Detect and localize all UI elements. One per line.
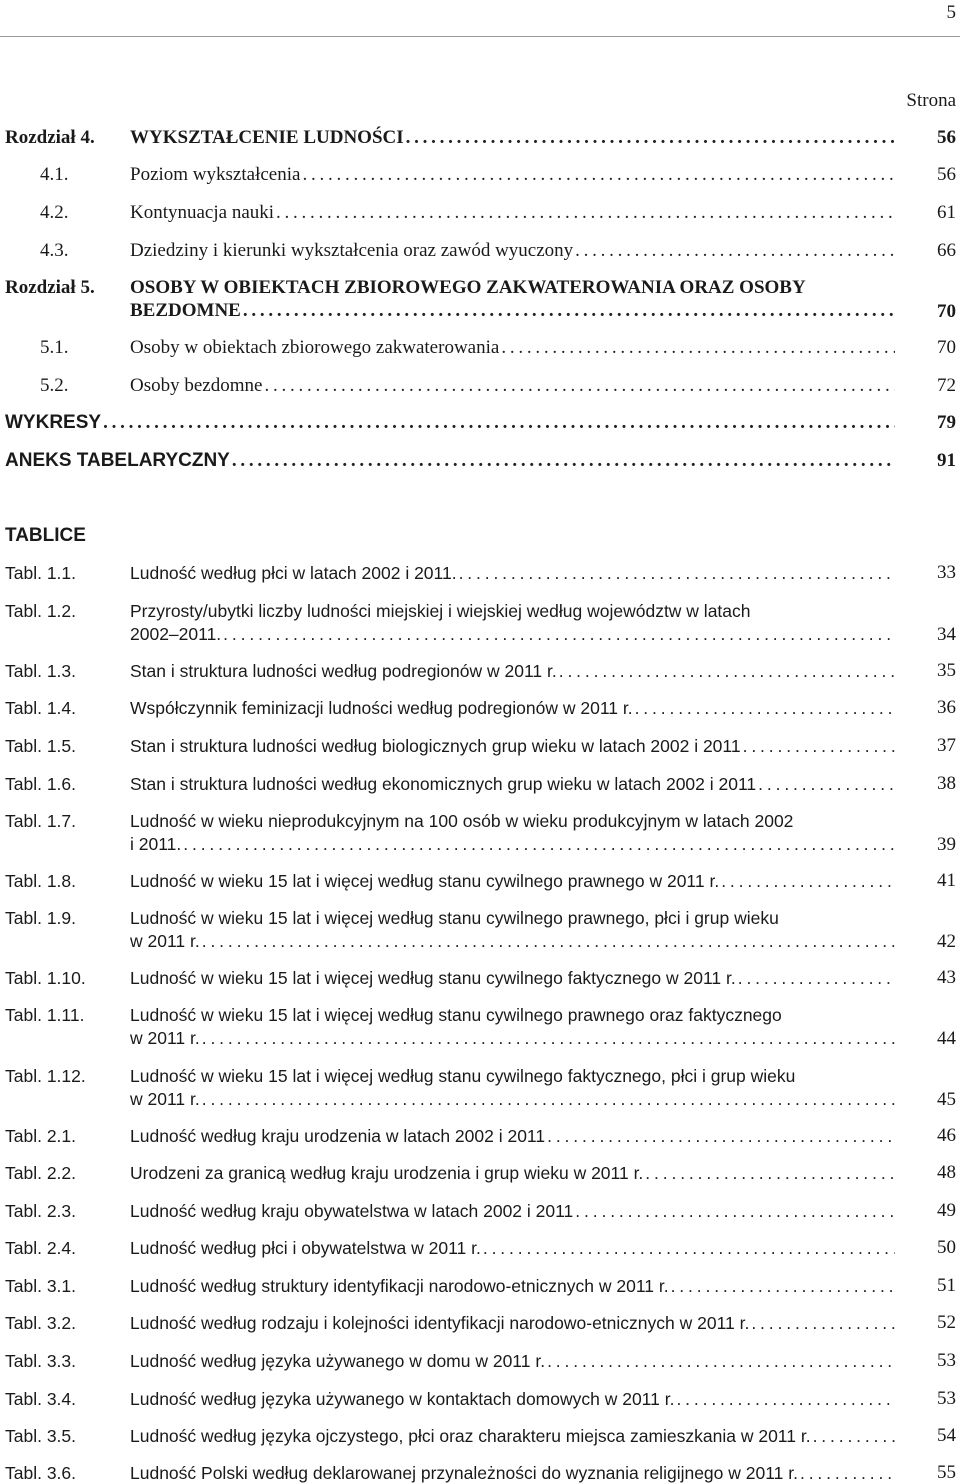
table-entry[interactable] (0, 1275, 960, 1297)
table-entry[interactable] (0, 660, 960, 682)
entry-title-line: Przyrosty/ubytki liczby ludności miejskiej i wiejskiej według województw w latach (130, 601, 751, 621)
entry-title (130, 164, 895, 186)
entry-number: 4.3. (40, 240, 69, 261)
entry-number: 4.1. (40, 164, 69, 185)
entry-title-line: Ludność w wieku 15 lat i więcej według stanu cywilnego prawnego oraz faktycznego (130, 1005, 782, 1025)
entry-page-number: 53 (937, 1350, 956, 1371)
dot-leader (481, 1237, 895, 1259)
entry-title-line: Stan i struktura ludności według biologicznych grup wieku w latach 2002 i 2011 (130, 736, 741, 756)
entry-title-line: Ludność w wieku 15 lat i więcej według stanu cywilnego faktycznego, płci i grup wieku (130, 1066, 796, 1086)
entry-page-number: 48 (937, 1162, 956, 1183)
entry-number: Tabl. 1.1. (5, 563, 77, 583)
chapter-entry[interactable] (0, 127, 960, 149)
entry-page-number: 41 (937, 870, 956, 891)
entry-title (130, 697, 895, 719)
entry-page-number: 34 (937, 624, 956, 645)
entry-number: Tabl. 1.3. (5, 661, 77, 681)
table-entry[interactable] (0, 1200, 960, 1222)
entry-page-number: 56 (937, 164, 956, 185)
entry-number: Tabl. 3.3. (5, 1351, 77, 1371)
entry-title-line: w 2011 r. (130, 1028, 200, 1048)
entry-title (130, 1275, 895, 1297)
entry-title (130, 600, 895, 645)
table-entry[interactable] (0, 1162, 960, 1184)
chapter-entry[interactable] (0, 277, 960, 323)
entry-page-number: 33 (937, 562, 956, 583)
dot-leader (736, 967, 895, 989)
entry-page-number: 54 (937, 1425, 956, 1446)
dot-leader (274, 202, 895, 224)
entry-number: Tabl. 1.5. (5, 736, 77, 756)
dot-leader (674, 1388, 895, 1410)
aneks-entry[interactable] (0, 450, 960, 472)
dot-leader (404, 127, 895, 149)
entry-number: Tabl. 2.1. (5, 1126, 77, 1146)
entry-title-line: Ludność w wieku 15 lat i więcej według stanu cywilnego prawnego w 2011 r. (130, 871, 720, 891)
entry-title (130, 202, 895, 224)
dot-leader (573, 1200, 895, 1222)
entry-title (130, 337, 895, 359)
entry-number: Tabl. 2.4. (5, 1238, 77, 1258)
table-entry[interactable] (0, 1425, 960, 1447)
dot-leader (221, 623, 895, 645)
entry-title (5, 450, 895, 472)
dot-leader (643, 1162, 895, 1184)
entry-title-line: Osoby bezdomne (130, 375, 263, 396)
entry-title (130, 1312, 895, 1334)
entry-title (130, 240, 895, 262)
entry-page-number: 43 (937, 967, 956, 988)
table-entry[interactable] (0, 697, 960, 719)
entry-title-line: Ludność według języka używanego w kontaktach domowych w 2011 r. (130, 1389, 675, 1409)
entry-title-line: w 2011 r. (130, 931, 200, 951)
entry-title-line: Ludność według struktury identyfikacji narodowo-etnicznych w 2011 r. (130, 1276, 669, 1296)
dot-leader (749, 1312, 895, 1334)
section-entry[interactable] (0, 164, 960, 186)
strona-label: Strona (906, 90, 956, 111)
entry-title-line: Ludność według płci i obywatelstwa w 2011 r. (130, 1238, 481, 1258)
entry-title-line: Ludność w wieku nieprodukcyjnym na 100 osób w wieku produkcyjnym w latach 2002 (130, 811, 794, 831)
entry-number: Tabl. 1.7. (5, 811, 77, 831)
entry-number: 5.1. (40, 337, 69, 358)
entry-number: Tabl. 1.12. (5, 1066, 86, 1086)
entry-title-line: Poziom wykształcenia (130, 164, 301, 185)
entry-page-number: 38 (937, 773, 956, 794)
table-entry[interactable] (0, 735, 960, 757)
entry-title-line: Ludność według płci w latach 2002 i 2011. (130, 563, 457, 583)
dot-leader (633, 697, 895, 719)
section-entry[interactable] (0, 240, 960, 262)
entry-page-number: 79 (937, 412, 956, 433)
table-entry[interactable] (0, 1462, 960, 1484)
page-number: 5 (946, 2, 956, 23)
entry-page-number: 46 (937, 1125, 956, 1146)
entry-title (130, 1200, 895, 1222)
dot-leader (798, 1462, 895, 1484)
entry-title-line: Ludność według kraju obywatelstwa w latach 2002 i 2011 (130, 1201, 574, 1221)
entry-number: Tabl. 3.2. (5, 1313, 77, 1333)
dot-leader (811, 1425, 895, 1447)
header-rule (0, 36, 960, 37)
entry-title-line: WYKRESY (5, 412, 102, 433)
entry-page-number: 55 (937, 1462, 956, 1483)
entry-page-number: 37 (937, 735, 956, 756)
entry-title (130, 967, 895, 989)
entry-number: Tabl. 1.9. (5, 908, 77, 928)
table-entry[interactable] (0, 1388, 960, 1410)
entry-number: Tabl. 1.6. (5, 774, 77, 794)
entry-title-line: Ludność Polski według deklarowanej przynależności do wyznania religijnego w 2011 r. (130, 1463, 798, 1483)
entry-page-number: 53 (937, 1388, 956, 1409)
dot-leader (545, 1350, 895, 1372)
entry-page-number: 36 (937, 697, 956, 718)
table-entry[interactable] (0, 1312, 960, 1334)
entry-title-line: WYKSZTAŁCENIE LUDNOŚCI (130, 127, 404, 148)
entry-title-line: Osoby w obiektach zbiorowego zakwaterowania (130, 337, 500, 358)
entry-number: Rozdział 4. (5, 127, 95, 148)
entry-title (130, 1425, 895, 1447)
entry-title (130, 375, 895, 397)
entry-number: Tabl. 1.11. (5, 1005, 85, 1025)
dot-leader (262, 375, 895, 397)
dot-leader (719, 870, 895, 892)
dot-leader (545, 1125, 895, 1147)
table-entry[interactable] (0, 967, 960, 989)
entry-title-line: Stan i struktura ludności według podregionów w 2011 r. (130, 661, 557, 681)
entry-title-line: Dziedziny i kierunki wykształcenia oraz zawód wyuczony (130, 240, 574, 261)
dot-leader (181, 833, 895, 855)
entry-title (130, 660, 895, 682)
entry-title (130, 127, 895, 149)
entry-number: Tabl. 1.8. (5, 871, 77, 891)
dot-leader (557, 660, 895, 682)
entry-page-number: 42 (937, 931, 956, 952)
entry-page-number: 70 (937, 301, 956, 322)
dot-leader (230, 450, 895, 472)
section-entry[interactable] (0, 337, 960, 359)
table-entry[interactable] (0, 907, 960, 953)
entry-number: Tabl. 2.2. (5, 1163, 77, 1183)
table-entry[interactable] (0, 600, 960, 646)
table-entry[interactable] (0, 1004, 960, 1050)
entry-page-number: 39 (937, 834, 956, 855)
wykresy-entry[interactable] (0, 412, 960, 434)
entry-title-line: Stan i struktura ludności według ekonomicznych grup wieku w latach 2002 i 2011 (130, 774, 757, 794)
entry-number: Tabl. 3.6. (5, 1463, 77, 1483)
entry-title-line: w 2011 r. (130, 1089, 200, 1109)
entry-page-number: 72 (937, 375, 956, 396)
entry-title (130, 773, 895, 795)
entry-title-line: 2002–2011. (130, 624, 222, 644)
entry-page-number: 35 (937, 660, 956, 681)
entry-number: 4.2. (40, 202, 69, 223)
entry-number: Tabl. 1.4. (5, 698, 77, 718)
entry-title (130, 1162, 895, 1184)
dot-leader (741, 735, 895, 757)
entry-page-number: 70 (937, 337, 956, 358)
entry-number: Tabl. 3.5. (5, 1426, 77, 1446)
dot-leader (300, 164, 895, 186)
entry-title-line: Ludność według kraju urodzenia w latach 2002 i 2011 (130, 1126, 546, 1146)
table-entry[interactable] (0, 1125, 960, 1147)
entry-title (130, 1237, 895, 1259)
entry-title (130, 735, 895, 757)
table-entry[interactable] (0, 1065, 960, 1111)
tablice-heading: TABLICE (5, 525, 86, 546)
dot-leader (573, 240, 895, 262)
entry-title-line: Ludność w wieku 15 lat i więcej według stanu cywilnego faktycznego w 2011 r. (130, 968, 736, 988)
entry-page-number: 45 (937, 1089, 956, 1110)
dot-leader (200, 930, 895, 952)
entry-title (130, 1388, 895, 1410)
dot-leader (101, 412, 895, 434)
dot-leader (457, 562, 895, 584)
dot-leader (669, 1275, 895, 1297)
entry-title (130, 1065, 895, 1110)
entry-title-line: ANEKS TABELARYCZNY (5, 450, 230, 471)
entry-title-line: BEZDOMNE (130, 300, 241, 321)
entry-page-number: 49 (937, 1200, 956, 1221)
dot-leader (200, 1088, 895, 1110)
entry-title (130, 870, 895, 892)
table-entry[interactable] (0, 773, 960, 795)
dot-leader (499, 337, 895, 359)
entry-title-line: OSOBY W OBIEKTACH ZBIOROWEGO ZAKWATEROWANIA ORAZ OSOBY (130, 277, 806, 298)
table-entry[interactable] (0, 1350, 960, 1372)
entry-number: Tabl. 2.3. (5, 1201, 77, 1221)
entry-title-line: Ludność według języka używanego w domu w 2011 r. (130, 1351, 546, 1371)
entry-title (130, 277, 895, 322)
entry-title (130, 907, 895, 952)
entry-title-line: i 2011. (130, 834, 182, 854)
entry-page-number: 52 (937, 1312, 956, 1333)
entry-page-number: 66 (937, 240, 956, 261)
entry-title-line: Kontynuacja nauki (130, 202, 275, 223)
table-entry[interactable] (0, 870, 960, 892)
section-entry[interactable] (0, 202, 960, 224)
entry-number: Rozdział 5. (5, 277, 95, 298)
entry-page-number: 61 (937, 202, 956, 223)
entry-title-line: Urodzeni za granicą według kraju urodzenia i grup wieku w 2011 r. (130, 1163, 644, 1183)
entry-title (5, 412, 895, 434)
entry-title (130, 1004, 895, 1049)
entry-page-number: 56 (937, 127, 956, 148)
entry-title-line: Współczynnik feminizacji ludności według podregionów w 2011 r. (130, 698, 633, 718)
entry-title-line: Ludność według języka ojczystego, płci oraz charakteru miejsca zamieszkania w 2011 r. (130, 1426, 811, 1446)
table-entry[interactable] (0, 562, 960, 584)
entry-title (130, 1125, 895, 1147)
entry-page-number: 50 (937, 1237, 956, 1258)
table-entry[interactable] (0, 810, 960, 856)
table-entry[interactable] (0, 1237, 960, 1259)
entry-title (130, 810, 895, 855)
entry-number: Tabl. 1.10. (5, 968, 86, 988)
entry-title-line: Ludność w wieku 15 lat i więcej według stanu cywilnego prawnego, płci i grup wieku (130, 908, 779, 928)
entry-title-line: Ludność według rodzaju i kolejności identyfikacji narodowo-etnicznych w 2011 r. (130, 1313, 750, 1333)
entry-title (130, 1350, 895, 1372)
entry-page-number: 44 (937, 1028, 956, 1049)
entry-title (130, 1462, 895, 1484)
entry-number: Tabl. 1.2. (5, 601, 77, 621)
entry-title (130, 562, 895, 584)
dot-leader (200, 1027, 895, 1049)
entry-number: Tabl. 3.4. (5, 1389, 77, 1409)
entry-number: 5.2. (40, 375, 69, 396)
entry-page-number: 51 (937, 1275, 956, 1296)
entry-page-number: 91 (937, 450, 956, 471)
section-entry[interactable] (0, 375, 960, 397)
entry-number: Tabl. 3.1. (5, 1276, 77, 1296)
dot-leader (756, 773, 895, 795)
dot-leader (241, 300, 895, 322)
